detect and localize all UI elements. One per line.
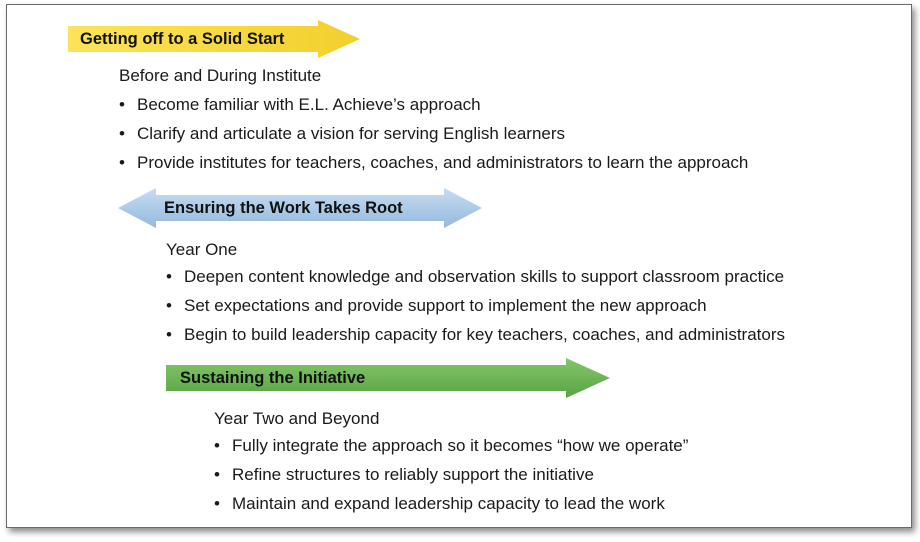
list-item-text: Maintain and expand leadership capacity to lead the work [232, 494, 665, 513]
list-item: • Set expectations and provide support to implement the new approach [166, 296, 707, 315]
list-item-text: Deepen content knowledge and observation skills to support classroom practice [184, 267, 785, 286]
phase-1-list [119, 90, 748, 177]
list-item: • Fully integrate the approach so it becomes “how we operate” [214, 436, 689, 455]
phase-2-label: Ensuring the Work Takes Root [164, 198, 403, 217]
phase-1-arrow [68, 20, 360, 58]
phase-3-arrow [166, 358, 610, 398]
phase-3-heading: Year Two and Beyond [214, 409, 380, 428]
list-item-text: Fully integrate the approach so it becomes “how we operate” [232, 436, 689, 455]
list-item: • Deepen content knowledge and observation skills to support classroom practice [166, 267, 785, 286]
list-item: • Become familiar with E.L. Achieve’s approach [119, 95, 481, 114]
list-item-text: Become familiar with E.L. Achieve’s approach [137, 95, 481, 114]
list-item-text: Begin to build leadership capacity for key teachers, coaches, and administrators [184, 325, 785, 344]
list-item-text: Set expectations and provide support to implement the new approach [184, 296, 707, 315]
phase-2-list [166, 262, 785, 349]
list-item-text: Refine structures to reliably support the initiative [232, 465, 594, 484]
phase-2-arrow [118, 188, 482, 228]
list-item: • Begin to build leadership capacity for key teachers, coaches, and administrators [166, 325, 785, 344]
list-item: • Refine structures to reliably support the initiative [214, 465, 594, 484]
phase-3-list [214, 431, 688, 518]
phase-3-label: Sustaining the Initiative [180, 368, 366, 387]
list-item: • Clarify and articulate a vision for serving English learners [119, 124, 566, 143]
list-item-text: Provide institutes for teachers, coaches, and administrators to learn the approach [137, 153, 749, 172]
phase-1-label: Getting off to a Solid Start [80, 29, 285, 48]
list-item: • Maintain and expand leadership capacity to lead the work [214, 494, 665, 513]
list-item: • Provide institutes for teachers, coaches, and administrators to learn the approach [119, 153, 749, 172]
list-item-text: Clarify and articulate a vision for serving English learners [137, 124, 566, 143]
phase-2-heading: Year One [166, 240, 238, 259]
phase-1-heading: Before and During Institute [119, 66, 322, 85]
